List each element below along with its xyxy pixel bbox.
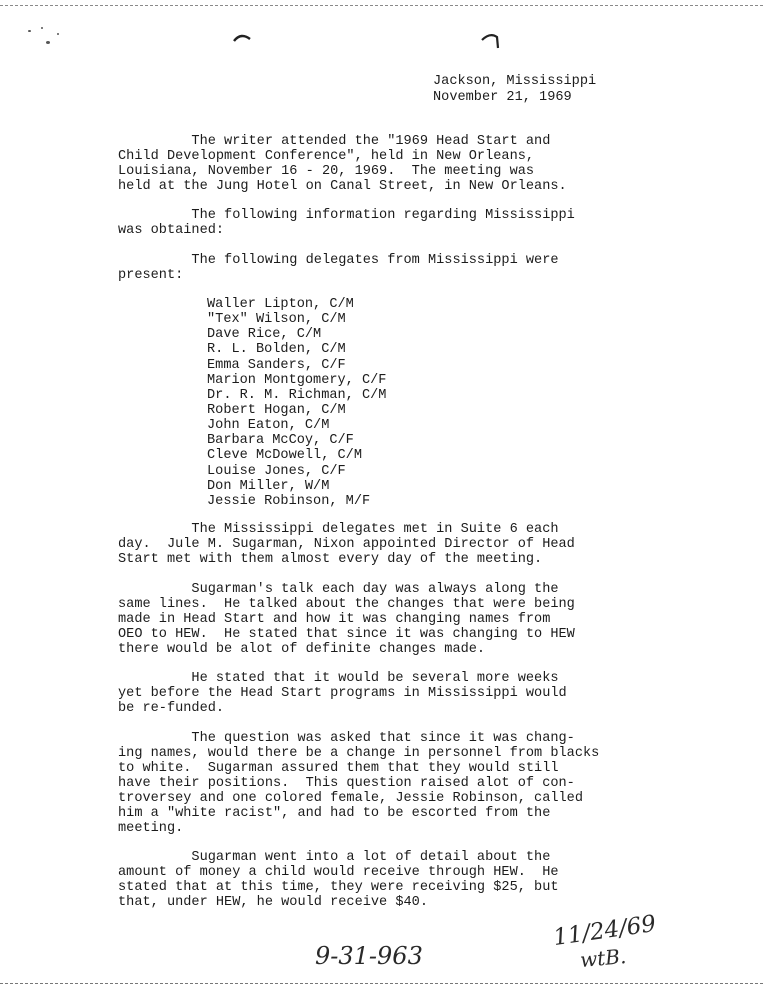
text-line: yet before the Head Start programs in Mississippi would <box>118 686 567 701</box>
top-perforation <box>0 5 763 6</box>
delegate-item: Cleve McDowell, C/M <box>207 448 362 464</box>
text-line: that, under HEW, he would receive $40. <box>118 895 428 910</box>
hole-punch-mark <box>481 33 501 49</box>
delegate-item: Robert Hogan, C/M <box>207 402 346 418</box>
text-line: there would be alot of definite changes made. <box>118 642 486 657</box>
dateline <box>433 74 596 105</box>
delegate-item: Emma Sanders, C/F <box>207 357 346 373</box>
text-line: The following information regarding Mississippi <box>118 208 575 223</box>
text-line: The writer attended the "1969 Head Start and <box>118 134 551 149</box>
delegate-item: John Eaton, C/M <box>207 418 330 434</box>
paragraph-refunding <box>118 671 658 716</box>
delegate-item: Louise Jones, C/F <box>207 463 346 479</box>
text-line: Child Development Conference", held in New Orleans, <box>118 149 535 164</box>
text-line: troversey and one colored female, Jessie Robinson, called <box>118 791 583 806</box>
text-line: him a "white racist", and had to be escorted from the <box>118 806 551 821</box>
delegate-item: Waller Lipton, C/M <box>207 297 354 312</box>
delegate-item: Barbara McCoy, C/F <box>207 433 354 449</box>
text-line: made in Head Start and how it was changing names from <box>118 612 551 627</box>
paragraph-money <box>118 850 658 910</box>
text-line: present: <box>118 268 184 283</box>
paragraph-suite-meetings <box>118 522 658 567</box>
scan-speck <box>28 30 31 32</box>
delegate-item: Don Miller, W/M <box>207 478 330 494</box>
text-line: He stated that it would be several more weeks <box>118 671 559 686</box>
text-line: OEO to HEW. He stated that since it was changing to HEW <box>118 627 575 642</box>
text-line: The Mississippi delegates met in Suite 6 each <box>118 522 559 537</box>
scan-speck <box>57 33 59 35</box>
delegate-item: "Tex" Wilson, C/M <box>207 312 346 328</box>
text-line: Start met with them almost every day of the meeting. <box>118 552 543 567</box>
paragraph-delegates-intro <box>118 253 658 283</box>
paragraph-conference <box>118 134 658 194</box>
text-line: Louisiana, November 16 - 20, 1969. The meeting was <box>118 164 535 179</box>
delegate-item: Jessie Robinson, M/F <box>207 493 371 509</box>
text-line: amount of money a child would receive through HEW. He <box>118 865 559 880</box>
dateline-date: November 21, 1969 <box>433 89 572 105</box>
paragraph-sugarman-talk <box>118 582 658 657</box>
text-line: was obtained: <box>118 223 225 238</box>
text-line: held at the Jung Hotel on Canal Street, in New Orleans. <box>118 179 567 194</box>
bottom-rule <box>0 983 763 984</box>
delegate-item: Dr. R. M. Richman, C/M <box>207 387 387 403</box>
delegate-item: Marion Montgomery, C/F <box>207 372 387 388</box>
text-line: The question was asked that since it was chang- <box>118 731 575 746</box>
scan-speck <box>41 27 43 29</box>
text-line: have their positions. This question raised alot of con- <box>118 776 575 791</box>
handwritten-initials: wtB. <box>579 944 628 972</box>
text-line: Sugarman went into a lot of detail about the <box>118 850 551 865</box>
delegate-item: Dave Rice, C/M <box>207 327 322 343</box>
text-line: ing names, would there be a change in personnel from blacks <box>118 746 600 761</box>
text-line: stated that at this time, they were receiving $25, but <box>118 880 559 895</box>
paragraph-personnel-question <box>118 731 678 836</box>
text-line: day. Jule M. Sugarman, Nixon appointed Director of Head <box>118 537 575 552</box>
handwritten-date: 11/24/69 <box>551 910 658 952</box>
text-line: The following delegates from Mississippi were <box>118 253 559 268</box>
hole-punch-mark <box>233 33 251 43</box>
text-line: be re-funded. <box>118 701 225 716</box>
delegate-item: R. L. Bolden, C/M <box>207 342 346 358</box>
dateline-place: Jackson, Mississippi <box>433 74 597 89</box>
scan-speck <box>46 41 50 44</box>
text-line: to white. Sugarman assured them that they would still <box>118 761 559 776</box>
text-line: Sugarman's talk each day was always along the <box>118 582 559 597</box>
text-line: same lines. He talked about the changes that were being <box>118 597 575 612</box>
text-line: meeting. <box>118 821 184 836</box>
paragraph-information <box>118 208 658 238</box>
handwritten-file-number: 9-31-963 <box>315 942 423 970</box>
delegate-list <box>207 297 386 509</box>
